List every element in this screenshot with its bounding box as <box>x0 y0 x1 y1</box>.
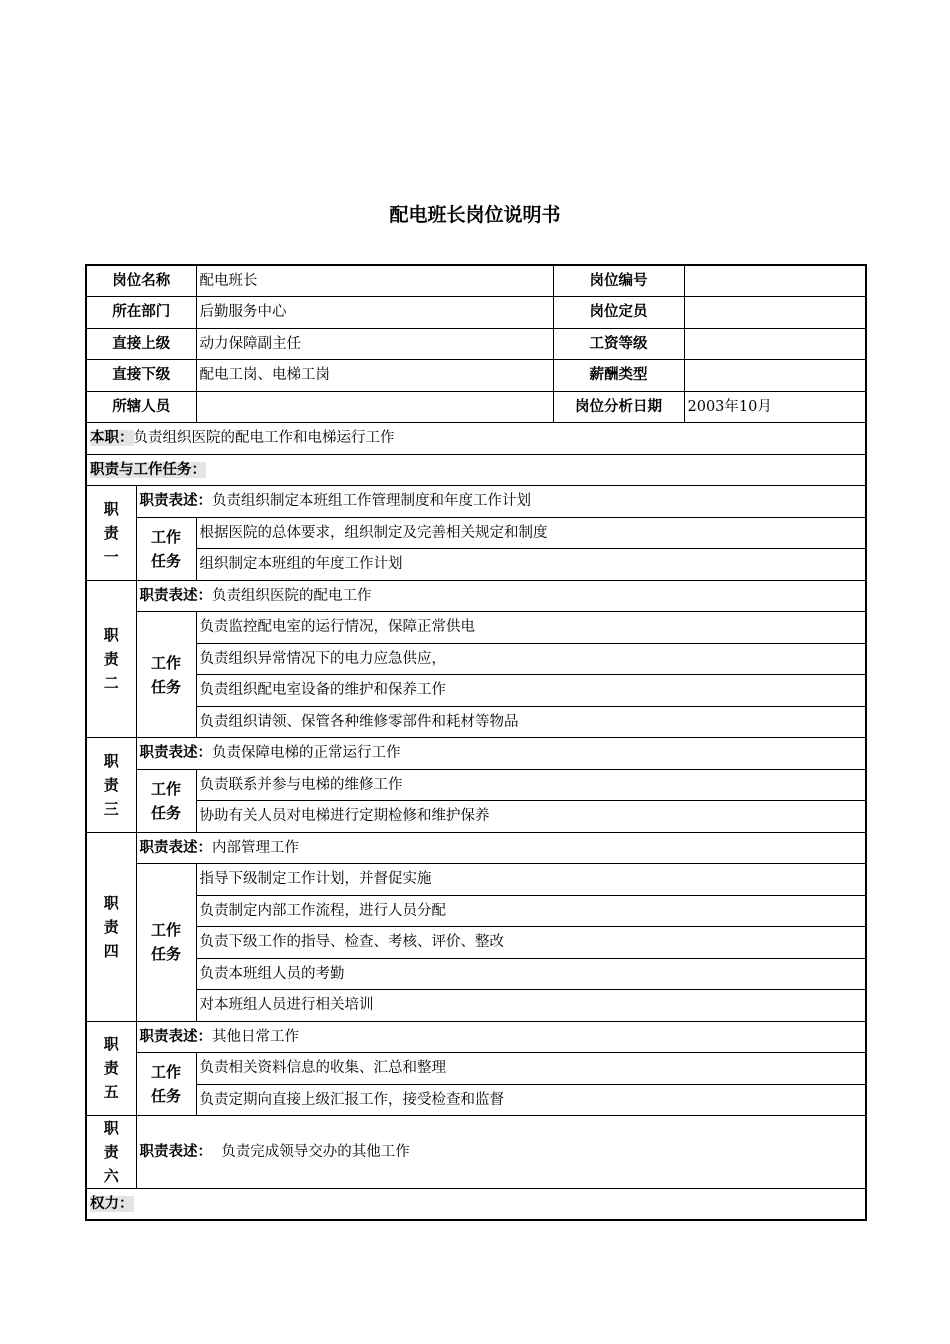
job-code-label: 岗位编号 <box>553 265 684 297</box>
duties-heading-cell <box>86 454 866 486</box>
duty-1-task-row <box>86 517 866 549</box>
main-duty-label: 本职： <box>90 430 134 447</box>
duty-5-task-row <box>86 1053 866 1085</box>
authority-cell <box>86 1189 866 1221</box>
analysis-date-label: 岗位分析日期 <box>553 391 684 423</box>
superior-label: 直接上级 <box>86 328 196 360</box>
duty-desc-label: 职责表述： <box>139 745 212 762</box>
duties-heading: 职责与工作任务： <box>90 461 206 478</box>
row-authority <box>86 1189 866 1221</box>
main-duty-text: 负责组织医院的配电工作和电梯运行工作 <box>133 430 395 447</box>
duty-5-desc: 其他日常工作 <box>212 1028 299 1045</box>
duty-2-task-row <box>86 612 866 644</box>
duty-4-desc-row <box>86 832 866 864</box>
salary-type-value <box>684 360 866 392</box>
job-code-value <box>684 265 866 297</box>
duty-2-desc-cell <box>136 580 866 612</box>
duty-2-task-row <box>86 643 866 675</box>
duty-1-task-1: 根据医院的总体要求，组织制定及完善相关规定和制度 <box>196 517 866 549</box>
duty-4-desc-cell <box>136 832 866 864</box>
duty-5-task-row <box>86 1084 866 1116</box>
duty-5-desc-row <box>86 1021 866 1053</box>
duty-4-side-label: 职 责 四 <box>86 832 136 1021</box>
duty-1-side-label: 职 责 一 <box>86 486 136 581</box>
duty-2-task-4: 负责组织请领、保管各种维修零部件和耗材等物品 <box>196 706 866 738</box>
duty-3-desc: 负责保障电梯的正常运行工作 <box>212 745 401 762</box>
duty-4-task-row <box>86 895 866 927</box>
subordinate-value: 配电工岗、电梯工岗 <box>196 360 553 392</box>
salary-type-label: 薪酬类型 <box>553 360 684 392</box>
row-subordinate <box>86 360 866 392</box>
row-main-duty <box>86 423 866 455</box>
quota-value <box>684 297 866 329</box>
duty-desc-label: 职责表述： <box>139 1028 212 1045</box>
job-name-label: 岗位名称 <box>86 265 196 297</box>
duty-1-task-row <box>86 549 866 581</box>
duty-3-task-2: 协助有关人员对电梯进行定期检修和维护保养 <box>196 801 866 833</box>
row-superior <box>86 328 866 360</box>
duty-2-task-row <box>86 706 866 738</box>
duty-desc-label: 职责表述： <box>139 839 212 856</box>
duty-desc-label: 职责表述： <box>139 1144 212 1160</box>
duty-4-task-label: 工作 任务 <box>136 864 196 1022</box>
duty-desc-label: 职责表述： <box>139 493 212 510</box>
duty-3-side-label: 职 责 三 <box>86 738 136 833</box>
duty-3-desc-row <box>86 738 866 770</box>
duty-4-task-row <box>86 990 866 1022</box>
duty-2-task-1: 负责监控配电室的运行情况，保障正常供电 <box>196 612 866 644</box>
duty-5-desc-cell <box>136 1021 866 1053</box>
duty-2-task-2: 负责组织异常情况下的电力应急供应， <box>196 643 866 675</box>
duty-4-task-row <box>86 958 866 990</box>
duty-2-task-label: 工作 任务 <box>136 612 196 738</box>
staff-value <box>196 391 553 423</box>
authority-label: 权力： <box>90 1196 134 1212</box>
row-department <box>86 297 866 329</box>
duty-6-desc-cell <box>136 1116 866 1189</box>
duty-4-task-row <box>86 864 866 896</box>
grade-label: 工资等级 <box>553 328 684 360</box>
duty-6-side-label: 职 责 六 <box>86 1116 136 1189</box>
duty-5-task-label: 工作 任务 <box>136 1053 196 1116</box>
duty-3-desc-cell <box>136 738 866 770</box>
job-name-value: 配电班长 <box>196 265 553 297</box>
duty-3-task-label: 工作 任务 <box>136 769 196 832</box>
duty-4-desc: 内部管理工作 <box>212 839 299 856</box>
department-value: 后勤服务中心 <box>196 297 553 329</box>
duty-6-desc: 负责完成领导交办的其他工作 <box>221 1144 410 1160</box>
job-description-table <box>85 264 867 1221</box>
duty-2-side-label: 职 责 二 <box>86 580 136 738</box>
duty-4-task-1: 指导下级制定工作计划，并督促实施 <box>196 864 866 896</box>
duty-6-row <box>86 1116 866 1189</box>
duty-1-desc-cell <box>136 486 866 518</box>
duty-4-task-row <box>86 927 866 959</box>
superior-value: 动力保障副主任 <box>196 328 553 360</box>
duty-2-task-3: 负责组织配电室设备的维护和保养工作 <box>196 675 866 707</box>
page-title: 配电班长岗位说明书 <box>389 204 561 226</box>
duty-3-task-1: 负责联系并参与电梯的维修工作 <box>196 769 866 801</box>
duty-5-side-label: 职 责 五 <box>86 1021 136 1116</box>
duty-2-desc: 负责组织医院的配电工作 <box>212 587 372 604</box>
duty-5-task-1: 负责相关资料信息的收集、汇总和整理 <box>196 1053 866 1085</box>
row-job-name <box>86 265 866 297</box>
duty-desc-label: 职责表述： <box>139 587 212 604</box>
duty-1-task-label: 工作 任务 <box>136 517 196 580</box>
duty-4-task-4: 负责本班组人员的考勤 <box>196 958 866 990</box>
duty-1-desc-row <box>86 486 866 518</box>
duty-5-task-2: 负责定期向直接上级汇报工作，接受检查和监督 <box>196 1084 866 1116</box>
duty-2-task-row <box>86 675 866 707</box>
duty-2-desc-row <box>86 580 866 612</box>
row-staff <box>86 391 866 423</box>
grade-value <box>684 328 866 360</box>
staff-label: 所辖人员 <box>86 391 196 423</box>
duty-3-task-row <box>86 801 866 833</box>
duty-4-task-3: 负责下级工作的指导、检查、考核、评价、整改 <box>196 927 866 959</box>
main-duty-cell <box>86 423 866 455</box>
analysis-date-value: 2003年10月 <box>684 391 866 423</box>
duty-1-task-2: 组织制定本班组的年度工作计划 <box>196 549 866 581</box>
subordinate-label: 直接下级 <box>86 360 196 392</box>
duty-3-task-row <box>86 769 866 801</box>
duty-1-desc: 负责组织制定本班组工作管理制度和年度工作计划 <box>212 493 531 510</box>
duty-4-task-2: 负责制定内部工作流程，进行人员分配 <box>196 895 866 927</box>
department-label: 所在部门 <box>86 297 196 329</box>
duty-4-task-5: 对本班组人员进行相关培训 <box>196 990 866 1022</box>
quota-label: 岗位定员 <box>553 297 684 329</box>
row-duties-heading <box>86 454 866 486</box>
